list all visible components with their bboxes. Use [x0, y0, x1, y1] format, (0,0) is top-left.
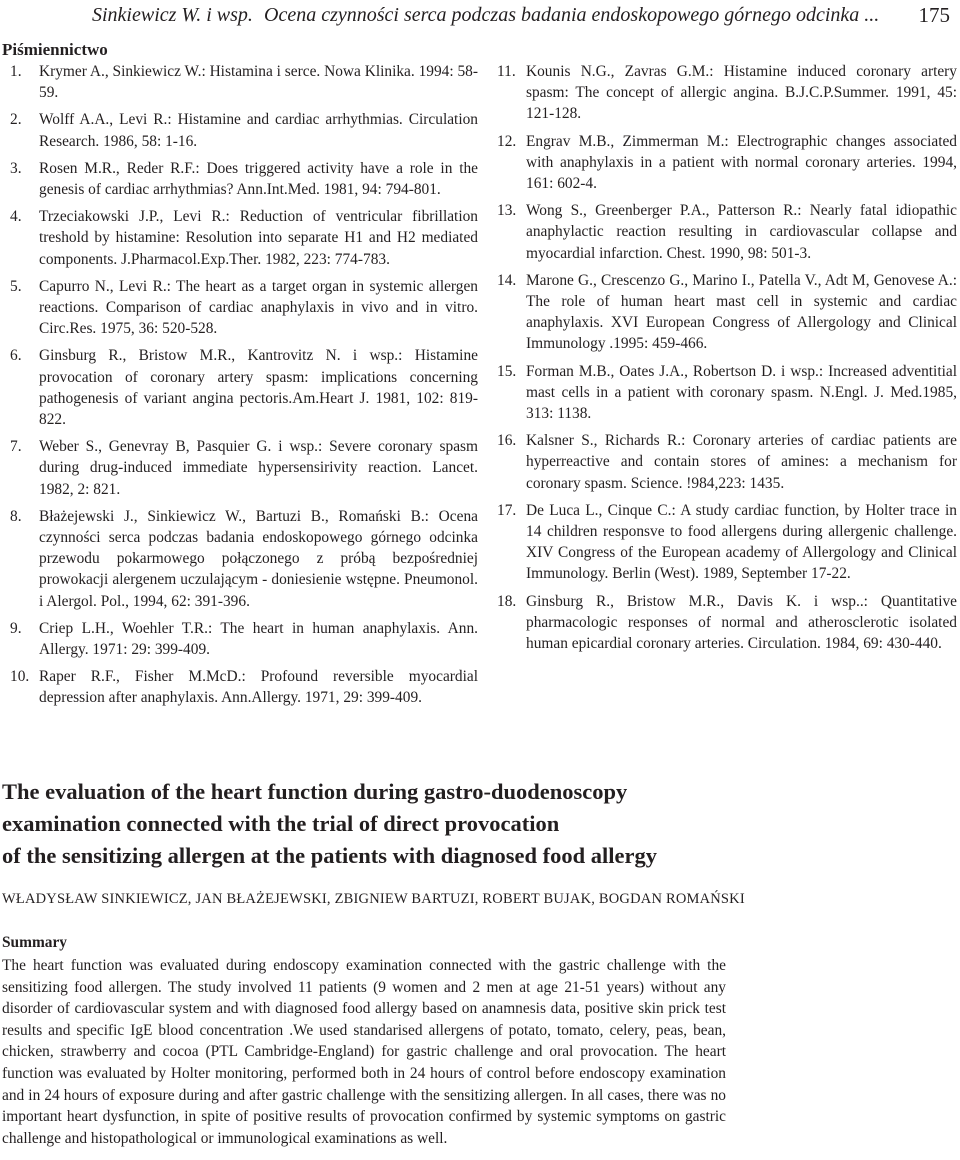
reference-item [497, 591, 957, 655]
references-left-column [10, 61, 478, 715]
running-head-authors: Sinkiewicz W. i wsp. [92, 4, 253, 26]
reference-item [10, 436, 478, 500]
reference-number: 1. [10, 63, 22, 80]
summary-heading: Summary [2, 934, 67, 951]
reference-item [497, 270, 957, 355]
reference-number: 11. [497, 63, 516, 80]
page-number: 175 [918, 3, 950, 27]
running-head [92, 1, 954, 29]
reference-item [10, 158, 478, 200]
reference-number: 13. [497, 202, 517, 220]
reference-number: 8. [10, 507, 22, 525]
reference-item [10, 276, 478, 340]
reference-text: Criep L.H., Woehler T.R.: The heart in human anaphylaxis. Ann. Allergy. 1971: 29: 399-409. [39, 619, 478, 659]
reference-number: 17. [497, 501, 517, 519]
reference-text: Ginsburg R., Bristow M.R., Kantrovitz N. i wsp.: Histamine provocation of coronary artery spasm: implications concerning pathogenesis of variant angina pectoris.Am.Heart J. 1981, 102: 819-822. [39, 347, 478, 429]
reference-text: Rosen M.R., Reder R.F.: Does triggered activity have a role in the genesis of cardiac arrhythmias? Ann.Int.Med. 1981, 94: 794-801. [39, 159, 478, 199]
article-title-line: of the sensitizing allergen at the patients with diagnosed food allergy [2, 843, 657, 868]
reference-text: Kounis N.G., Zavras G.M.: Histamine induced coronary artery spasm: The concept of allergic angina. B.J.C.P.Summer. 1991, 45: 121-128. [526, 63, 957, 123]
reference-number: 15. [497, 362, 517, 380]
reference-text: Trzeciakowski J.P., Levi R.: Reduction of ventricular fibrillation treshold by histamine: Resolution into separate H1 and H2 mediated components. J.Pharmacol.Exp.Ther. 1982, 223: 774-783. [39, 208, 478, 268]
reference-item [10, 618, 478, 660]
reference-item [497, 361, 957, 425]
reference-number: 9. [10, 619, 22, 637]
summary-text: The heart function was evaluated during endoscopy examination connected with the gastric challenge with the sensitizing food allergen. The study involved 11 patients (9 women and 2 men at age 21-51 years) without any disorder of cardiovascular system and with diagnosed food allergy based on anamnesis data, positive skin prick test results and specific IgE blood concentration .We used standarised allergens of potato, tomato, celery, peas, bean, chicken, strawberry and cocoa (PTL Cambridge-England) for gastric challenge and oral provocation. The heart function was evaluated by Holter monitoring, performed both in 24 hours of control before endoscopy examination and in 24 hours of exposure during and after gastric challenge with the sensitizing allergen. In all cases, there was no important heart dysfunction, in spite of positive results of provocation confirmed by systemic symptoms on gastric challenge and histopathological or immunological examinations as well. [2, 957, 726, 1147]
reference-text: Capurro N., Levi R.: The heart as a target organ in systemic allergen reactions. Comparison of cardiac anaphylaxis in vivo and in vitro. Circ.Res. 1975, 36: 520-528. [39, 277, 478, 338]
reference-number: 7. [10, 438, 22, 456]
reference-item [10, 666, 478, 708]
running-head-title: Ocena czynności serca podczas badania endoskopowego górnego odcinka ... [264, 4, 880, 26]
reference-text: Krymer A., Sinkiewicz W.: Histamina i serce. Nowa Klinika. 1994: 58-59. [39, 63, 478, 102]
reference-number: 18. [497, 592, 517, 610]
reference-item [10, 109, 478, 151]
reference-number: 5. [10, 277, 22, 295]
reference-number: 10. [10, 668, 30, 686]
reference-text: De Luca L., Cinque C.: A study cardiac function, by Holter trace in 14 children responsve to food allergens during allergenic challenge. XIV Congress of the European academy of Allergology and Clinical Immunology. Berlin (West). 1989, September 17-22. [526, 501, 957, 583]
reference-item [497, 131, 957, 195]
reference-text: Ginsburg R., Bristow M.R., Davis K. i wsp..: Quantitative pharmacologic responses of normal and atherosclerotic isolated human epicardial coronary arteries. Circulation. 1984, 69: 430-440. [526, 592, 957, 653]
reference-item [497, 430, 957, 494]
article-authors: WŁADYSŁAW SINKIEWICZ, JAN BŁAŻEJEWSKI, ZBIGNIEW BARTUZI, ROBERT BUJAK, BOGDAN ROMAŃSKI [2, 891, 745, 907]
reference-text: Wolff A.A., Levi R.: Histamine and cardiac arrhythmias. Circulation Research. 1986, 58: 1-16. [39, 111, 478, 150]
reference-number: 12. [497, 132, 517, 150]
references-right-column [497, 61, 957, 660]
article-title [2, 776, 952, 872]
reference-number: 14. [497, 271, 517, 289]
reference-item [497, 200, 957, 264]
reference-number: 6. [10, 347, 22, 365]
reference-text: Błażejewski J., Sinkiewicz W., Bartuzi B., Romański B.: Ocena czynności serca podczas badania endoskopowego górnego odcinka przewodu pokarmowego połączonego z próbą bezpośredniej prowokacji alergenem uczulającym - doniesienie wstępne. Pneumonol. i Alergol. Pol., 1994, 62: 391-396. [39, 507, 478, 610]
reference-item [497, 500, 957, 585]
reference-number: 4. [10, 208, 22, 226]
article-title-line: The evaluation of the heart function during gastro-duodenoscopy [2, 779, 628, 804]
reference-text: Raper R.F., Fisher M.McD.: Profound reversible myocardial depression after anaphylaxis. Ann.Allergy. 1971, 29: 399-409. [39, 668, 478, 707]
reference-text: Kalsner S., Richards R.: Coronary arteries of cardiac patients are hyperreactive and contain stores of amines: a mechanism for coronary spasm. Science. !984,223: 1435. [526, 432, 957, 492]
reference-number: 2. [10, 111, 22, 129]
reference-item [10, 61, 478, 103]
references-heading: Piśmiennictwo [2, 40, 108, 59]
reference-text: Wong S., Greenberger P.A., Patterson R.: Nearly fatal idiopathic anaphylactic reaction resulting in cardiovascular collapse and myocardial infarction. Chest. 1990, 98: 501-3. [526, 202, 957, 262]
reference-number: 3. [10, 159, 22, 177]
reference-item [10, 345, 478, 430]
reference-item [10, 506, 478, 612]
reference-text: Marone G., Crescenzo G., Marino I., Patella V., Adt M, Genovese A.: The role of human heart mast cell in systemic and cardiac anaphylaxis. XVI European Congress of Allergology and Clinical Immunology .1995: 459-466. [526, 271, 957, 353]
article-title-line: examination connected with the trial of direct provocation [2, 811, 560, 836]
reference-text: Forman M.B., Oates J.A., Robertson D. i wsp.: Increased adventitial mast cells in a patient with coronary spasm. N.Engl. J. Med.1985, 313: 1138. [526, 362, 957, 423]
reference-text: Weber S., Genevray B, Pasquier G. i wsp.: Severe coronary spasm during drug-induced immediate hypersensirivity reaction. Lancet. 1982, 2: 821. [39, 438, 478, 498]
reference-item [497, 61, 957, 125]
reference-number: 16. [497, 432, 517, 450]
reference-text: Engrav M.B., Zimmerman M.: Electrographic changes associated with anaphylaxis in a patient with normal coronary arteries. 1994, 161: 602-4. [526, 132, 957, 193]
reference-item [10, 206, 478, 270]
